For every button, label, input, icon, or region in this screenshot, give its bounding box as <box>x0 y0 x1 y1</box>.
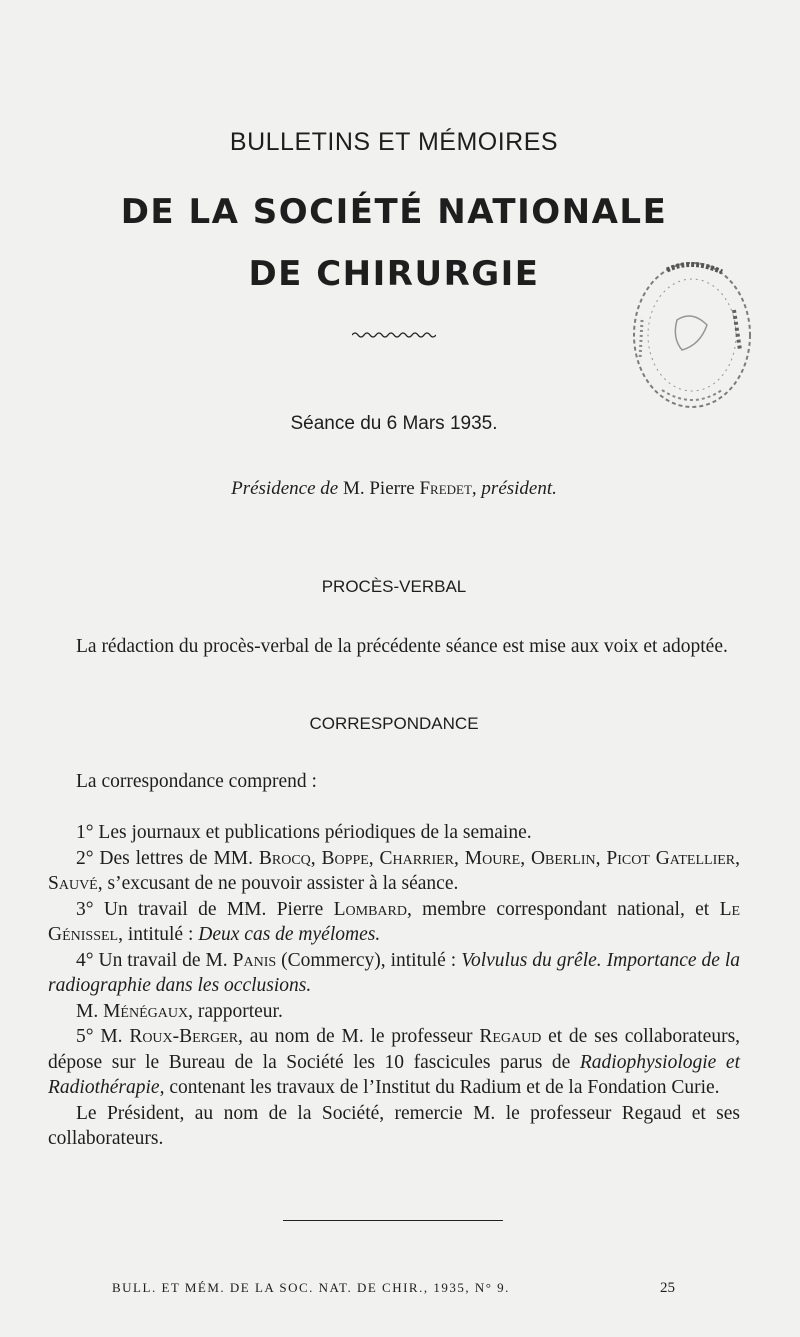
library-stamp <box>622 250 762 430</box>
section-divider <box>283 1220 503 1221</box>
presidency-suffix: président. <box>481 478 557 499</box>
presidency-m: M. Pierre <box>342 478 415 499</box>
list-item: 5° M. Roux-Berger, au nom de M. le professeur Regaud et de ses collaborateurs, dépose sur le Bureau de la Société les 10 fascicules parus de Radiophysiologie et Radiothérapie, contenant les travaux de l’Institut du Radium et de la Fondation Curie. <box>48 1026 741 1098</box>
list-item: 4° Un travail de M. Panis (Commercy), intitulé : Volvulus du grêle. Importance de la radiographie dans les occlusions. <box>48 949 741 996</box>
journal-title-line2: DE LA SOCIÉTÉ NATIONALE <box>120 192 668 232</box>
session-date: Séance du 6 Mars 1935. <box>290 413 498 434</box>
section-heading-proces-verbal: PROCÈS-VERBAL <box>321 577 467 596</box>
proces-verbal-text: La rédaction du procès-verbal de la précédente séance est mise aux voix et adoptée. <box>76 636 728 657</box>
correspondance-list <box>48 820 740 1152</box>
presidency-line: Présidence de M. Pierre Fredet, président. <box>231 478 557 499</box>
list-item: 3° Un travail de MM. Pierre Lombard, membre correspondant national, et Le Génissel, intitulé : Deux cas de myélomes. <box>48 898 741 945</box>
correspondance-intro: La correspondance comprend : <box>76 771 317 792</box>
journal-title-line3: DE CHIRURGIE <box>248 254 540 294</box>
footer-citation: BULL. ET MÉM. DE LA SOC. NAT. DE CHIR., 1935, N° 9. <box>112 1280 510 1295</box>
list-item: M. Ménégaux, rapporteur. <box>76 1000 283 1022</box>
page-number: 25 <box>660 1280 675 1296</box>
journal-title-line1: BULLETINS ET MÉMOIRES <box>229 128 559 156</box>
section-heading-correspondance: CORRESPONDANCE <box>309 714 479 733</box>
decorative-squiggle <box>352 330 436 340</box>
closing-paragraph: Le Président, au nom de la Société, remercie M. le professeur Regaud et ses collaborateurs. <box>48 1102 740 1149</box>
president-name: Fredet <box>419 478 472 499</box>
presidency-prefix: Présidence de <box>231 478 339 499</box>
list-item: 2° Des lettres de MM. Brocq, Boppe, Charrier, Moure, Oberlin, Picot Gatellier, Sauvé, s’excusant de ne pouvoir assister à la séance. <box>48 847 741 894</box>
list-item: 1° Les journaux et publications périodiques de la semaine. <box>76 822 532 843</box>
